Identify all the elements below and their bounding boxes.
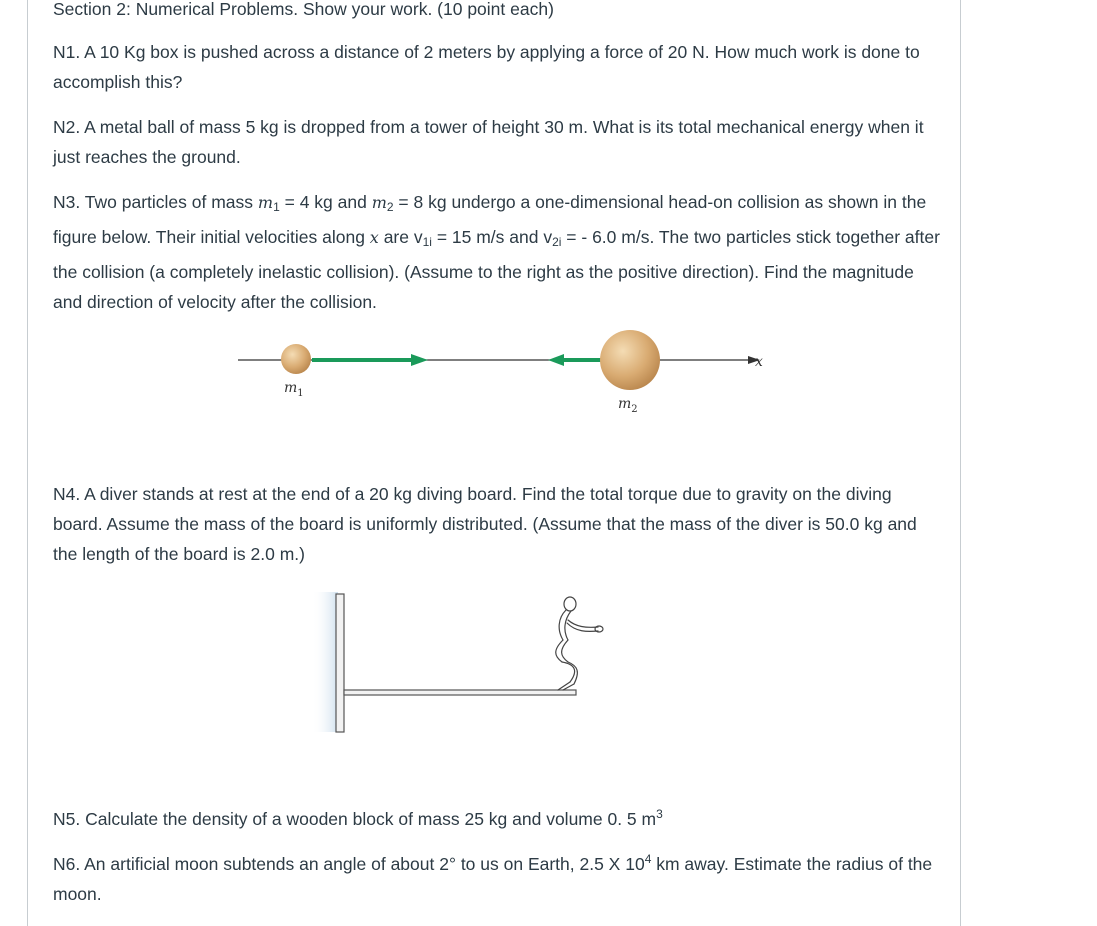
problem-n6: N6. An artificial moon subtends an angle of about 2° to us on Earth, 2.5 X $10^4$ km away. Estimate the radius of the moon. — [53, 852, 933, 904]
problem-n3: N3. Two particles of mass $m_1 = 4$ kg and $m_2 = 8$ kg undergo a one-dimensional head-on collision as shown in the figure below. Their initial velocities along x are $v_{1i} = 15$ m/s and $v_{2i}$ = - 6.0 m/s. The two particles stick together after the collision (a completely inelastic collision). (Assume to the right as the positive direction). Find the magnitude and direction of velocity after the collision. — [53, 192, 940, 312]
diving-board-figure — [306, 590, 606, 735]
section-heading: Section 2: Numerical Problems. Show your work. (10 point each) — [53, 0, 554, 19]
velocity-arrowhead-m1-icon — [411, 354, 428, 366]
problem-n1: N1. A 10 Kg box is pushed across a distance of 2 meters by applying a force of 20 N. How much work is done to accomplish this? — [53, 42, 920, 92]
problem-n2: N2. A metal ball of mass 5 kg is dropped from a tower of height 30 m. What is its total mechanical energy when it just reaches the ground. — [53, 117, 924, 167]
collision-figure — [236, 325, 776, 420]
label-m1: $m_1$ — [284, 380, 304, 399]
label-m2: $m_2$ — [618, 396, 638, 415]
problem-n5: N5. Calculate the density of a wooden block of mass 25 kg and volume 0. 5 $m^3$ — [53, 807, 663, 829]
ball-m1 — [281, 344, 311, 374]
ball-m2 — [600, 330, 660, 390]
diver-icon — [556, 597, 603, 690]
velocity-arrowhead-m2-icon — [548, 354, 564, 366]
problem-n4: N4. A diver stands at rest at the end of a 20 kg diving board. Find the total torque due to gravity on the diving board. Assume the mass of the board is uniformly distributed. (Assume that the mass of the diver is 50.0 kg and the length of the board is 2.0 m.) — [53, 484, 917, 564]
wall-shading — [312, 592, 338, 732]
diving-board — [344, 690, 576, 695]
x-axis-label: x — [755, 354, 763, 370]
wall-pillar — [336, 594, 344, 732]
